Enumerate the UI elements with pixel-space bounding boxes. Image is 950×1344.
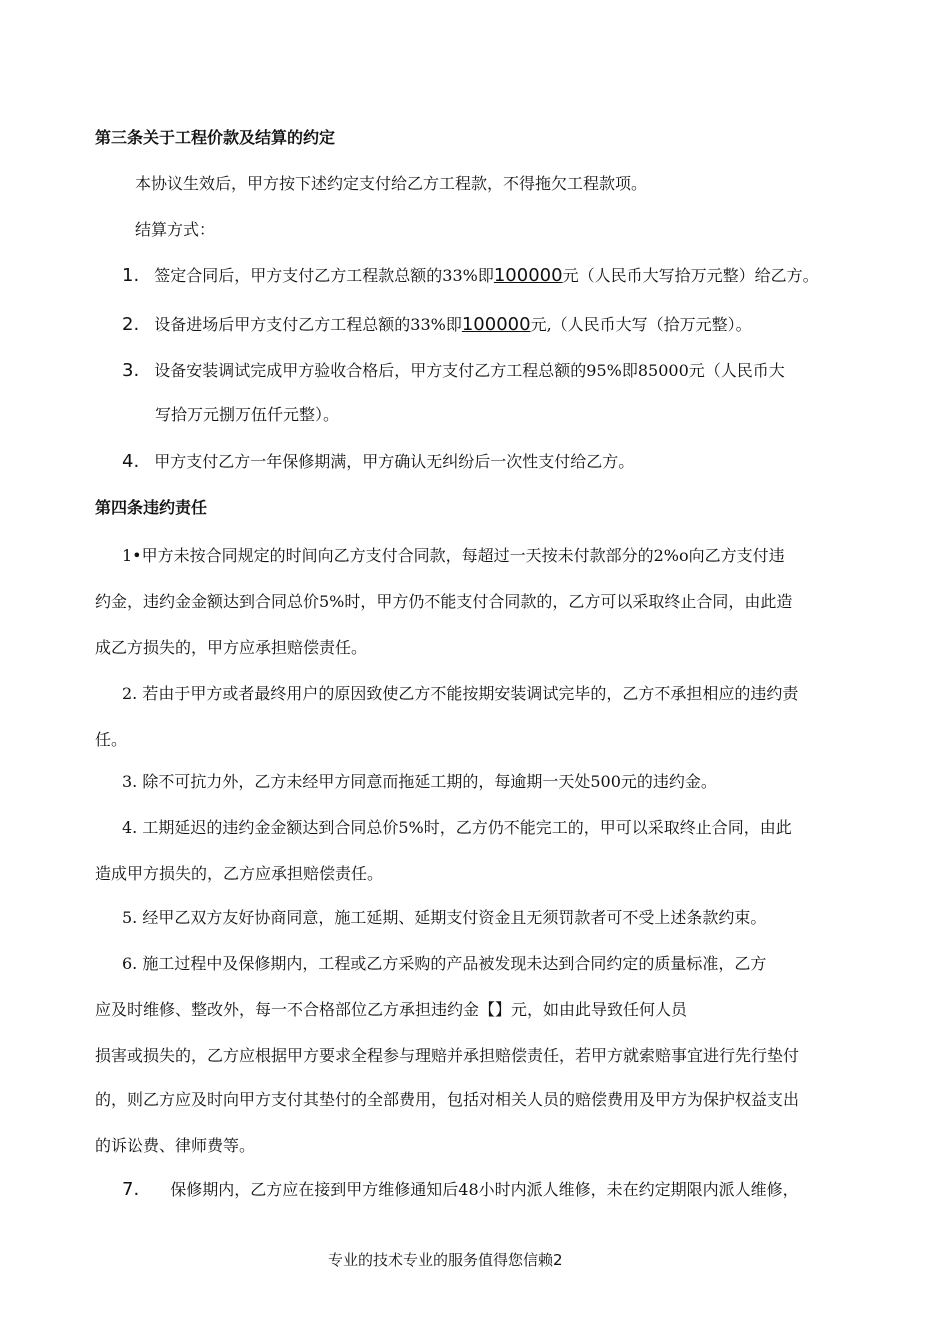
clause-1-line-3: 成乙方损失的，甲方应承担赔偿责任。	[95, 638, 368, 657]
settlement-item-1	[122, 266, 819, 286]
clause-7-text: 保修期内，乙方应在接到甲方维修通知后48小时内派人维修，未在约定期限内派人维修，	[170, 1180, 799, 1199]
item-number: 1.	[122, 265, 140, 286]
clause-6-line-1: 6. 施工过程中及保修期内，工程或乙方采购的产品被发现未达到合同约定的质量标准，乙方	[122, 954, 767, 973]
clause-2-line-2: 任。	[95, 730, 128, 749]
clause-4-line-2: 造成甲方损失的，乙方应承担赔偿责任。	[95, 864, 384, 883]
item-text-pre: 设备进场后甲方支付乙方工程总额的33%即	[154, 315, 462, 334]
settlement-method-label: 结算方式：	[135, 220, 216, 239]
item-amount: 100000	[493, 265, 563, 286]
section-3-intro: 本协议生效后，甲方按下述约定支付给乙方工程款，不得拖欠工程款项。	[135, 174, 648, 193]
footer-slogan: 专业的技术专业的服务值得您信赖	[328, 1251, 554, 1269]
section-4-heading: 第四条违约责任	[95, 498, 208, 517]
clause-7-number: 7.	[122, 1179, 140, 1200]
item-text-pre: 签定合同后，甲方支付乙方工程款总额的33%即	[154, 266, 494, 285]
clause-6-line-3: 损害或损失的，乙方应根据甲方要求全程参与理赔并承担赔偿责任，若甲方就索赔事宜进行先行垫付	[95, 1046, 800, 1065]
item-text-post: 元,（人民币大写（拾万元整）。	[530, 315, 752, 334]
item-number: 2.	[122, 314, 140, 335]
clause-1-line-2: 约金，违约金金额达到合同总价5%时，甲方仍不能支付合同款的，乙方可以采取终止合同，由此造	[95, 592, 793, 611]
clause-2-line-1: 2. 若由于甲方或者最终用户的原因致使乙方不能按期安装调试完毕的，乙方不承担相应的违约责	[122, 684, 799, 703]
clause-6-line-4: 的，则乙方应及时向甲方支付其垫付的全部费用，包括对相关人员的赔偿费用及甲方为保护权益支出	[95, 1090, 800, 1109]
item-text: 甲方支付乙方一年保修期满，甲方确认无纠纷后一次性支付给乙方。	[154, 452, 635, 471]
clause-3-line-1: 3. 除不可抗力外，乙方未经甲方同意而拖延工期的，每逾期一天处500元的违约金。	[122, 772, 717, 791]
clause-1-line-1: 1•甲方未按合同规定的时间向乙方支付合同款，每超过一天按未付款部分的2%o向乙方支付违	[122, 546, 785, 565]
settlement-item-4	[122, 452, 634, 472]
settlement-item-2	[122, 315, 752, 335]
section-3-heading: 第三条关于工程价款及结算的约定	[95, 128, 336, 147]
clause-6-line-5: 的诉讼费、律师费等。	[95, 1136, 256, 1155]
settlement-item-3	[122, 361, 785, 381]
clause-5-line-1: 5. 经甲乙双方友好协商同意，施工延期、延期支付资金且无须罚款者可不受上述条款约束。	[122, 908, 767, 927]
clause-7-line-1	[122, 1180, 799, 1200]
settlement-item-3-continued: 写拾万元捌万伍仟元整）。	[155, 405, 340, 424]
item-number: 4.	[122, 451, 140, 472]
clause-4-line-1: 4. 工期延迟的违约金金额达到合同总价5%时，乙方仍不能完工的，甲可以采取终止合同，由此	[122, 818, 792, 837]
item-text-post: 元（人民币大写拾万元整）给乙方。	[562, 266, 819, 285]
page-number: 2	[553, 1251, 563, 1269]
item-amount: 100000	[461, 314, 531, 335]
page-footer	[328, 1250, 563, 1270]
item-number: 3.	[122, 360, 140, 381]
clause-6-line-2: 应及时维修、整改外，每一不合格部位乙方承担违约金【】元，如由此导致任何人员	[95, 1000, 688, 1019]
item-text: 设备安装调试完成甲方验收合格后，甲方支付乙方工程总额的95%即85000元（人民币大	[154, 361, 785, 380]
